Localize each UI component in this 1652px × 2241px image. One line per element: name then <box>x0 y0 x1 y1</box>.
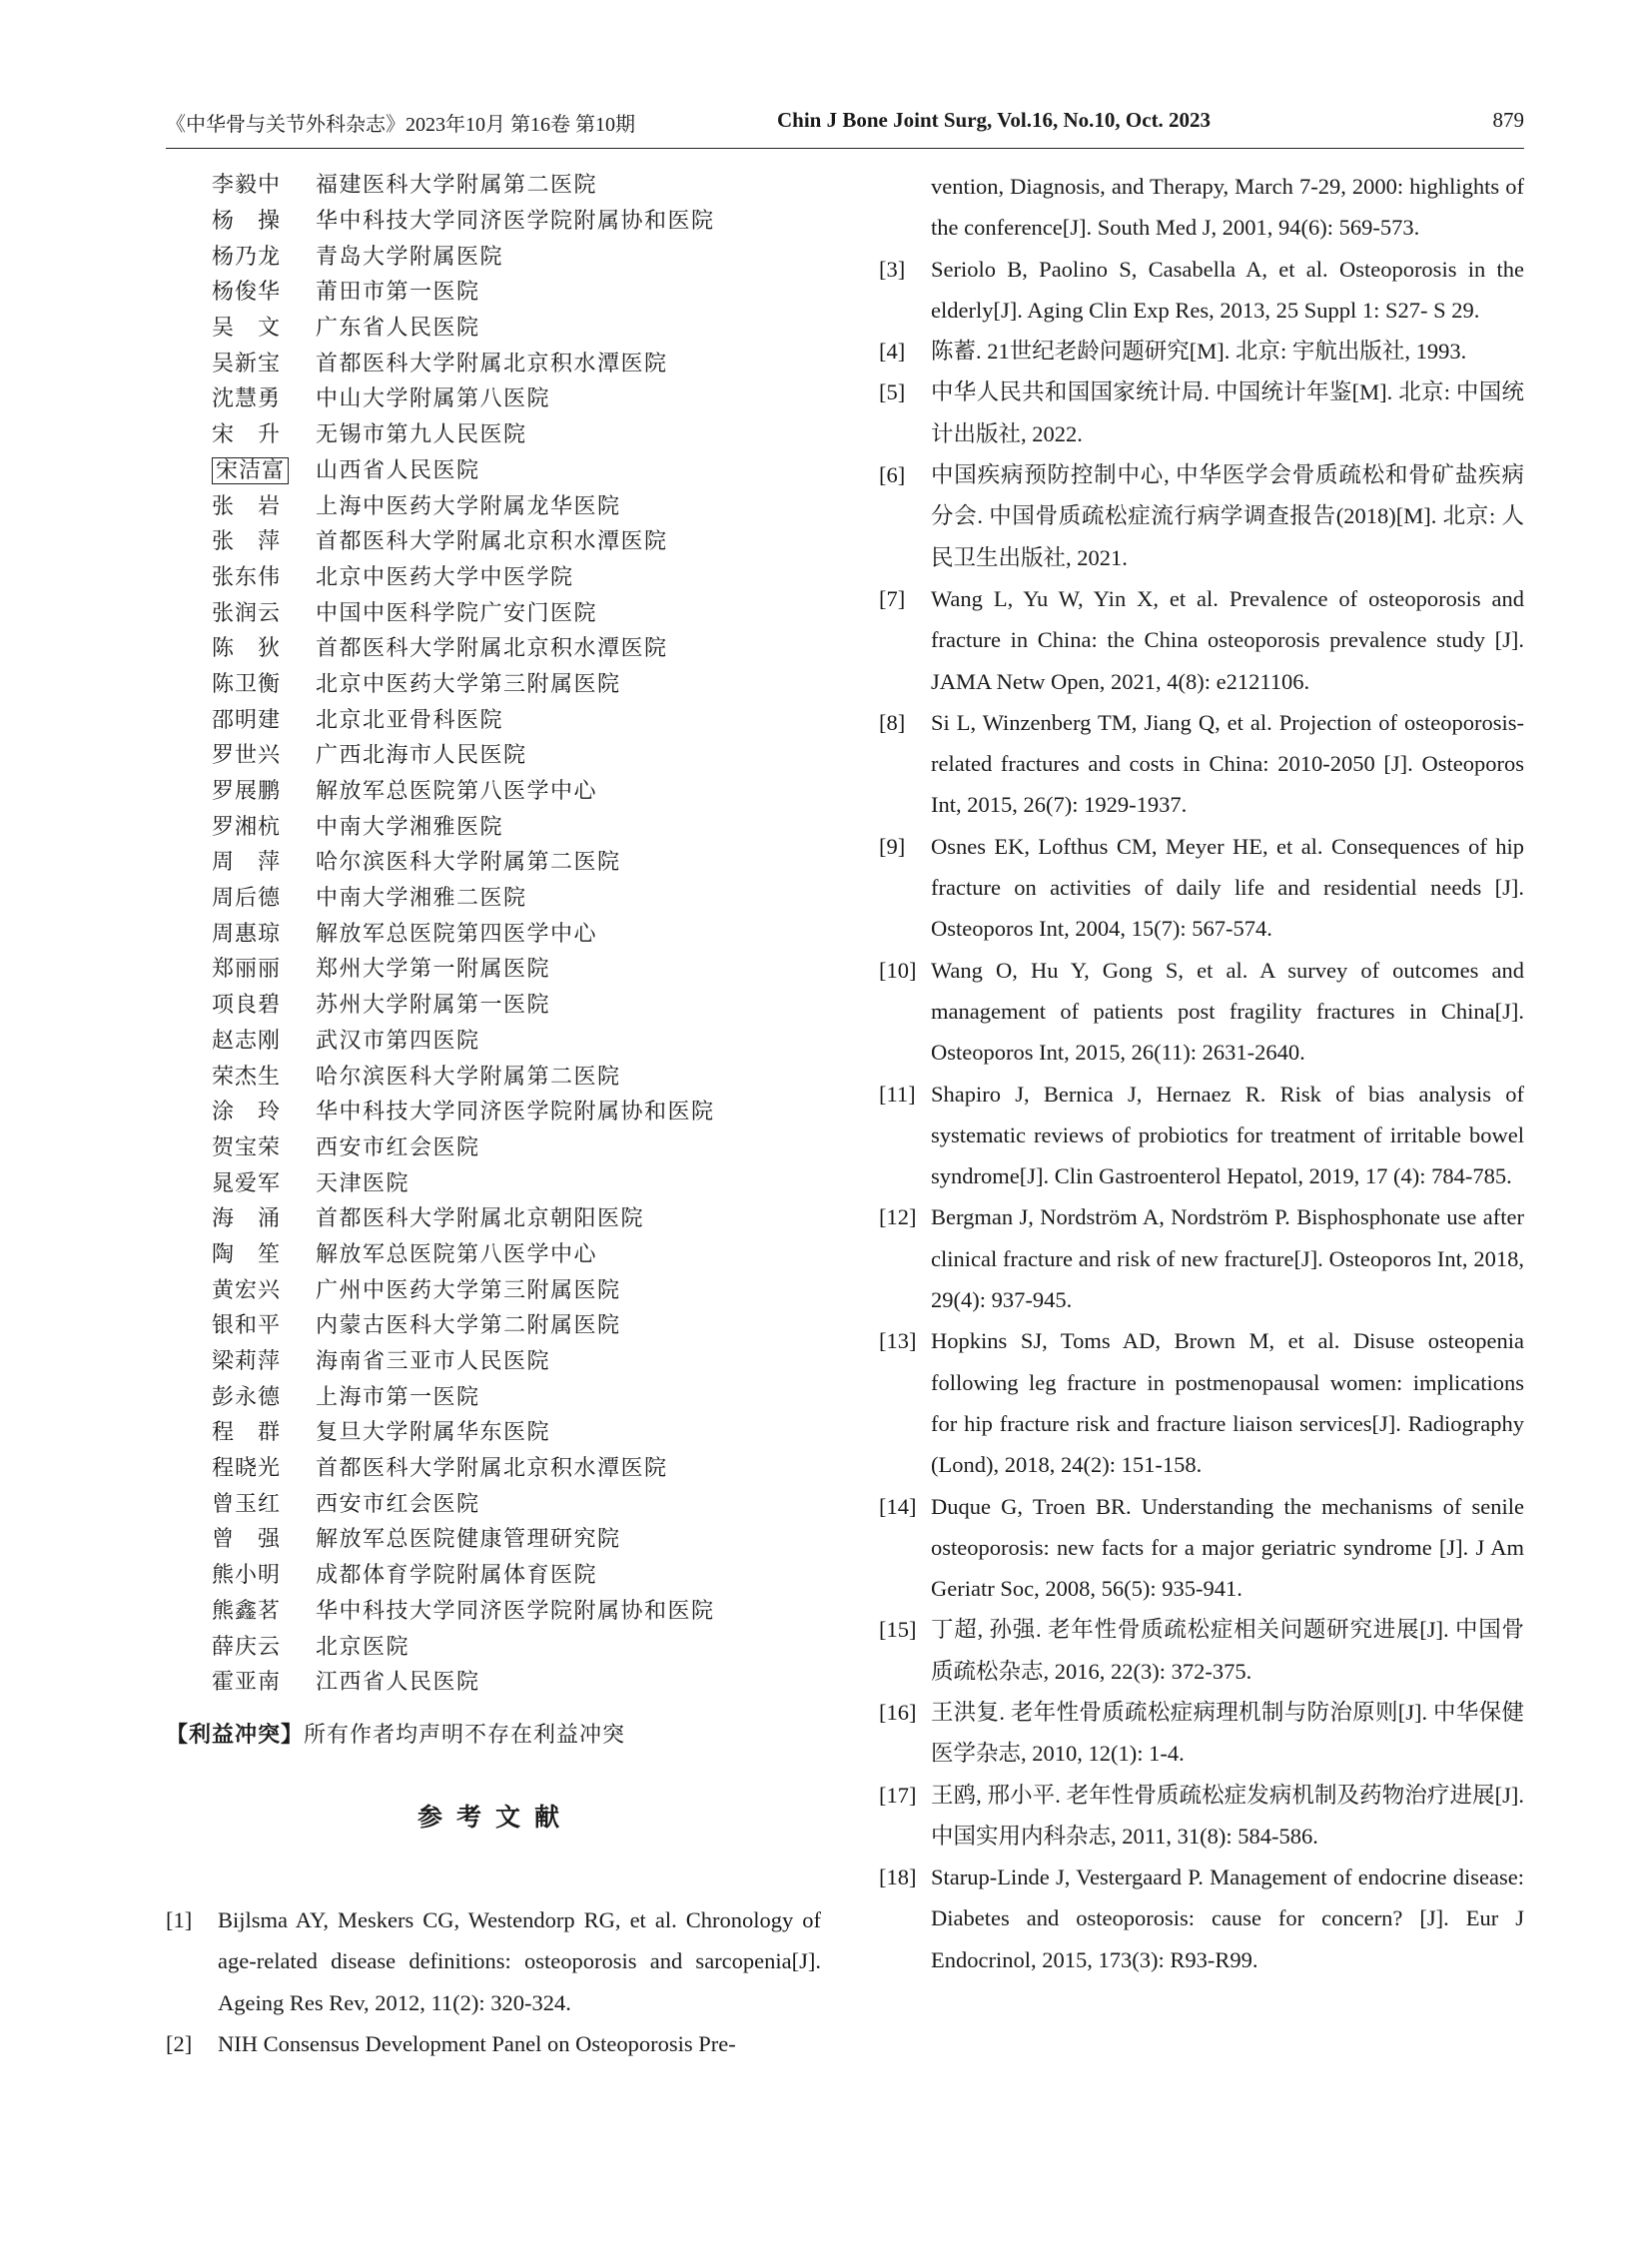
reference-number: [18] <box>879 1865 917 1890</box>
reference-text: Wang L, Yu W, Yin X, et al. Prevalence of osteoporosis and fracture in China: the China osteoporosis prevalence study [J]. JAMA Netw Open, 2021, 4(8): e2121106. <box>931 585 1524 694</box>
author-name <box>212 1594 316 1625</box>
reference-number: [2] <box>166 2030 193 2056</box>
reference-number: [3] <box>879 256 906 282</box>
author-row <box>212 1377 811 1413</box>
author-name <box>212 1451 316 1482</box>
author-institution: 西安市红会医院 <box>316 1491 480 1517</box>
author-name <box>212 952 316 983</box>
author-name <box>212 1201 316 1232</box>
reference-item <box>879 950 1524 1074</box>
references-left-column <box>166 1899 821 2064</box>
author-row <box>212 202 811 238</box>
author-name-text: 涂 玲 <box>212 1100 282 1125</box>
author-name <box>212 845 316 876</box>
author-name-text: 沈慧勇 <box>212 386 282 412</box>
reference-number: [17] <box>879 1782 917 1808</box>
header-rule <box>166 148 1524 149</box>
author-row <box>212 1520 811 1556</box>
author-name-text: 罗世兴 <box>212 743 282 769</box>
author-row <box>212 1413 811 1449</box>
reference-item <box>166 2023 821 2064</box>
author-institution: 哈尔滨医科大学附属第二医院 <box>316 1064 621 1090</box>
reference-number: [7] <box>879 585 906 611</box>
author-name <box>212 1415 316 1446</box>
author-institution: 首都医科大学附属北京朝阳医院 <box>316 1206 645 1232</box>
author-name-text: 杨俊华 <box>212 280 282 306</box>
reference-item <box>879 372 1524 454</box>
author-name-text: 邵明建 <box>212 707 282 733</box>
author-row <box>212 736 811 772</box>
author-institution: 首都医科大学附属北京积水潭医院 <box>316 1456 668 1482</box>
reference-text: Si L, Winzenberg TM, Jiang Q, et al. Projection of osteoporosis-related fractures and costs in China: 2010-2050 [J]. Osteoporos Int, 2015, 26(7): 1929-1937. <box>931 709 1524 818</box>
coi-text: 所有作者均声明不存在利益冲突 <box>304 1723 626 1748</box>
author-name-text: 宋 升 <box>212 422 282 448</box>
reference-number: [4] <box>879 339 906 365</box>
author-row <box>212 772 811 808</box>
reference-number: [13] <box>879 1328 917 1354</box>
author-name-text: 熊小明 <box>212 1563 282 1589</box>
author-institution: 中山大学附属第八医院 <box>316 386 551 412</box>
author-institution: 复旦大学附属华东医院 <box>316 1420 551 1446</box>
reference-text: Starup-Linde J, Vestergaard P. Management of endocrine disease: Diabetes and osteoporosis: cause for concern? [J]. Eur J Endocrinol, 2015, 173(3): R93-R99. <box>931 1865 1524 1972</box>
author-institution: 西安市红会医院 <box>316 1134 480 1160</box>
author-institution: 郑州大学第一附属医院 <box>316 957 551 983</box>
author-name-text: 罗展鹏 <box>212 779 282 805</box>
reference-item <box>166 1899 821 2023</box>
author-row <box>212 1128 811 1164</box>
reference-item <box>879 454 1524 578</box>
author-row <box>212 1093 811 1128</box>
reference-text: Bergman J, Nordström A, Nordström P. Bisphosphonate use after clinical fracture and risk of new fracture[J]. Osteoporos Int, 2018, 29(4): 937-945. <box>931 1204 1524 1313</box>
author-institution: 莆田市第一医院 <box>316 280 480 306</box>
reference-number: [9] <box>879 833 906 859</box>
author-row <box>212 1163 811 1199</box>
author-row <box>212 1592 811 1628</box>
reference-item <box>879 1196 1524 1320</box>
reference-number: [15] <box>879 1617 917 1643</box>
reference-item <box>879 1074 1524 1197</box>
author-name-text: 郑丽丽 <box>212 957 282 983</box>
reference-text: Wang O, Hu Y, Gong S, et al. A survey of outcomes and management of patients post fragility fractures in China[J]. Osteoporos Int, 2015, 26(11): 2631-2640. <box>931 957 1524 1066</box>
author-name-text: 曾玉红 <box>212 1491 282 1517</box>
author-institution: 海南省三亚市人民医院 <box>316 1349 551 1375</box>
reference-text: Bijlsma AY, Meskers CG, Westendorp RG, et al. Chronology of age-related disease definitions: osteoporosis and sarcopenia[J]. Ageing Res Rev, 2012, 11(2): 320-324. <box>218 1907 821 2015</box>
reference-text: 陈蓄. 21世纪老龄问题研究[M]. 北京: 宇航出版社, 1993. <box>931 339 1467 365</box>
author-institution: 天津医院 <box>316 1170 411 1196</box>
author-row <box>212 558 811 594</box>
author-row <box>212 309 811 345</box>
author-name <box>212 631 316 662</box>
reference-text: 中国疾病预防控制中心, 中华医学会骨质疏松和骨矿盐疾病分会. 中国骨质疏松症流行病学调查报告(2018)[M]. 北京: 人民卫生出版社, 2021. <box>931 462 1524 570</box>
author-name <box>212 347 316 377</box>
author-name <box>212 1487 316 1518</box>
author-institution: 江西省人民医院 <box>316 1670 480 1696</box>
author-row <box>212 843 811 879</box>
author-row <box>212 1663 811 1699</box>
author-name <box>212 917 316 948</box>
author-name <box>212 417 316 448</box>
author-name-text: 曾 强 <box>212 1527 282 1553</box>
author-name-text: 吴 文 <box>212 316 282 342</box>
author-institution: 上海中医药大学附属龙华医院 <box>316 493 621 519</box>
author-name <box>212 381 316 412</box>
author-name-text: 张东伟 <box>212 564 282 590</box>
author-row <box>212 1022 811 1058</box>
author-name-text: 杨乃龙 <box>212 244 282 270</box>
author-name-text: 黄宏兴 <box>212 1277 282 1303</box>
author-institution: 广州中医药大学第三附属医院 <box>316 1277 621 1303</box>
author-row <box>212 665 811 701</box>
author-name-text: 薛庆云 <box>212 1634 282 1660</box>
author-institution: 福建医科大学附属第二医院 <box>316 173 598 199</box>
author-row <box>212 879 811 915</box>
reference-item <box>879 1775 1524 1858</box>
author-institution: 中南大学湘雅医院 <box>316 814 504 840</box>
author-name-text: 宋洁富 <box>212 457 289 484</box>
author-name <box>212 1166 316 1197</box>
author-name <box>212 1237 316 1268</box>
author-name-text: 霍亚南 <box>212 1670 282 1696</box>
reference-item <box>879 1609 1524 1692</box>
author-name <box>212 275 316 306</box>
reference-number: [6] <box>879 462 906 488</box>
author-institution: 解放军总医院第八医学中心 <box>316 1241 598 1267</box>
author-name <box>212 1558 316 1589</box>
author-institution: 广东省人民医院 <box>316 316 480 342</box>
author-name <box>212 453 316 484</box>
conflict-of-interest <box>166 1718 625 1749</box>
author-name <box>212 596 316 627</box>
author-name <box>212 1024 316 1055</box>
author-row <box>212 415 811 451</box>
author-name-text: 张润云 <box>212 600 282 626</box>
reference-text: NIH Consensus Development Panel on Osteoporosis Pre- <box>218 2030 736 2056</box>
author-name <box>212 1665 316 1696</box>
author-institution: 中南大学湘雅二医院 <box>316 886 527 912</box>
author-name <box>212 1308 316 1339</box>
author-name <box>212 988 316 1019</box>
author-institution: 苏州大学附属第一医院 <box>316 993 551 1019</box>
author-name <box>212 810 316 841</box>
author-row <box>212 1484 811 1520</box>
reference-item <box>879 331 1524 372</box>
author-name-text: 荣杰生 <box>212 1064 282 1090</box>
author-name <box>212 489 316 520</box>
author-institution: 首都医科大学附属北京积水潭医院 <box>316 351 668 376</box>
author-name <box>212 1273 316 1304</box>
author-name-text: 陶 笙 <box>212 1241 282 1267</box>
author-row <box>212 914 811 950</box>
author-name-text: 张 岩 <box>212 493 282 519</box>
author-name-text: 周 萍 <box>212 850 282 876</box>
author-row <box>212 1057 811 1093</box>
author-name <box>212 774 316 805</box>
author-name-text: 晁爱军 <box>212 1170 282 1196</box>
reference-number: [10] <box>879 957 917 983</box>
author-name-text: 程晓光 <box>212 1456 282 1482</box>
author-name <box>212 1380 316 1411</box>
author-list <box>212 166 811 1699</box>
author-institution: 山西省人民医院 <box>316 457 480 483</box>
author-row <box>212 273 811 309</box>
reference-text: vention, Diagnosis, and Therapy, March 7-29, 2000: highlights of the conference[J]. South Med J, 2001, 94(6): 569-573. <box>931 174 1524 241</box>
journal-title-cn: 《中华骨与关节外科杂志》2023年10月 第16卷 第10期 <box>166 114 635 136</box>
author-name-text: 程 群 <box>212 1420 282 1446</box>
author-name <box>212 524 316 555</box>
reference-item <box>879 1320 1524 1485</box>
author-name-text: 周惠琼 <box>212 921 282 947</box>
reference-item <box>879 1692 1524 1775</box>
author-institution: 哈尔滨医科大学附属第二医院 <box>316 850 621 876</box>
reference-item <box>879 702 1524 826</box>
reference-item <box>879 249 1524 332</box>
reference-item <box>879 1857 1524 1980</box>
author-name-text: 彭永德 <box>212 1384 282 1410</box>
reference-number: [12] <box>879 1204 917 1230</box>
author-institution: 上海市第一医院 <box>316 1384 480 1410</box>
reference-number: [8] <box>879 709 906 735</box>
author-name <box>212 311 316 342</box>
author-name-text: 周后德 <box>212 886 282 912</box>
author-row <box>212 344 811 379</box>
running-header <box>166 108 1524 144</box>
author-institution: 广西北海市人民医院 <box>316 743 527 769</box>
author-name <box>212 560 316 591</box>
author-name-text: 银和平 <box>212 1313 282 1339</box>
reference-text: Osnes EK, Lofthus CM, Meyer HE, et al. Consequences of hip fracture on activities of daily life and residential needs [J]. Osteoporos Int, 2004, 15(7): 567-574. <box>931 833 1524 942</box>
author-name-text: 陈卫衡 <box>212 671 282 697</box>
author-row <box>212 950 811 986</box>
author-row <box>212 1235 811 1271</box>
author-institution: 武汉市第四医院 <box>316 1028 480 1054</box>
reference-item <box>879 1486 1524 1610</box>
author-name-text: 李毅中 <box>212 173 282 199</box>
reference-text: Hopkins SJ, Toms AD, Brown M, et al. Disuse osteopenia following leg fracture in postmenopausal women: implications for hip fracture risk and fracture liaison services[J]. Radiography (Lond), 2018, 24(2): 151-158. <box>931 1328 1524 1478</box>
author-row <box>212 237 811 273</box>
reference-item <box>879 578 1524 702</box>
reference-text: Duque G, Troen BR. Understanding the mechanisms of senile osteoporosis: new facts for a major geriatric syndrome [J]. J Am Geriatr Soc, 2008, 56(5): 935-941. <box>931 1493 1524 1602</box>
author-name-text: 陈 狄 <box>212 636 282 662</box>
author-institution: 华中科技大学同济医学院附属协和医院 <box>316 1100 715 1125</box>
reference-number: [14] <box>879 1493 917 1519</box>
reference-text: Seriolo B, Paolino S, Casabella A, et al. Osteoporosis in the elderly[J]. Aging Clin Exp Res, 2013, 25 Suppl 1: S27- S 29. <box>931 256 1524 323</box>
author-name <box>212 1060 316 1091</box>
author-name-text: 张 萍 <box>212 529 282 555</box>
author-name-text: 梁莉萍 <box>212 1349 282 1375</box>
reference-number: [5] <box>879 379 906 405</box>
author-name <box>212 667 316 698</box>
author-institution: 解放军总医院健康管理研究院 <box>316 1527 621 1553</box>
author-name <box>212 1095 316 1125</box>
author-name <box>212 204 316 235</box>
reference-number: [1] <box>166 1907 193 1932</box>
author-name <box>212 881 316 912</box>
reference-text: 王洪复. 老年性骨质疏松症病理机制与防治原则[J]. 中华保健医学杂志, 2010, 12(1): 1-4. <box>931 1699 1524 1767</box>
author-institution: 首都医科大学附属北京积水潭医院 <box>316 529 668 555</box>
references-heading: 参考文献 <box>416 1803 573 1832</box>
author-institution: 华中科技大学同济医学院附属协和医院 <box>316 1598 715 1624</box>
author-row <box>212 1270 811 1306</box>
author-row <box>212 1199 811 1235</box>
author-name-text: 罗湘杭 <box>212 814 282 840</box>
reference-text: 中华人民共和国国家统计局. 中国统计年鉴[M]. 北京: 中国统计出版社, 2022. <box>931 379 1524 446</box>
author-institution: 无锡市第九人民医院 <box>316 422 527 448</box>
author-row <box>212 700 811 736</box>
reference-text: Shapiro J, Bernica J, Hernaez R. Risk of bias analysis of systematic reviews of probiotics for treatment of irritable bowel syndrome[J]. Clin Gastroenterol Hepatol, 2019, 17 (4): 784-785. <box>931 1081 1524 1189</box>
references-right-column <box>879 166 1524 1980</box>
author-name <box>212 1522 316 1553</box>
author-row <box>212 379 811 415</box>
author-institution: 首都医科大学附属北京积水潭医院 <box>316 636 668 662</box>
author-row <box>212 986 811 1022</box>
author-name <box>212 738 316 769</box>
author-name-text: 熊鑫茗 <box>212 1598 282 1624</box>
author-institution: 解放军总医院第四医学中心 <box>316 921 598 947</box>
author-institution: 成都体育学院附属体育医院 <box>316 1563 598 1589</box>
author-row <box>212 166 811 202</box>
journal-title-en: Chin J Bone Joint Surg, Vol.16, No.10, Oct. 2023 <box>777 108 1212 132</box>
author-row <box>212 1556 811 1592</box>
author-name <box>212 240 316 271</box>
author-name-text: 海 涌 <box>212 1206 282 1232</box>
author-institution: 内蒙古医科大学第二附属医院 <box>316 1313 621 1339</box>
author-row <box>212 486 811 522</box>
author-institution: 解放军总医院第八医学中心 <box>316 779 598 805</box>
author-institution: 北京医院 <box>316 1634 411 1660</box>
author-institution: 青岛大学附属医院 <box>316 244 504 270</box>
author-row <box>212 1342 811 1378</box>
reference-item <box>879 166 1524 249</box>
author-institution: 北京中医药大学中医学院 <box>316 564 574 590</box>
author-row <box>212 451 811 487</box>
coi-label: 【利益冲突】 <box>166 1722 305 1748</box>
author-name <box>212 1344 316 1375</box>
reference-text: 丁超, 孙强. 老年性骨质疏松症相关问题研究进展[J]. 中国骨质疏松杂志, 2016, 22(3): 372-375. <box>931 1617 1524 1684</box>
author-name-text: 杨 操 <box>212 209 282 235</box>
reference-number: [16] <box>879 1699 917 1725</box>
author-name-text: 吴新宝 <box>212 351 282 376</box>
author-row <box>212 1306 811 1342</box>
author-row <box>212 807 811 843</box>
author-name-text: 项良碧 <box>212 993 282 1019</box>
author-row <box>212 1627 811 1663</box>
author-name <box>212 703 316 734</box>
author-name <box>212 1130 316 1161</box>
author-name-text: 贺宝荣 <box>212 1134 282 1160</box>
author-institution: 北京北亚骨科医院 <box>316 707 504 733</box>
reference-text: 王鸥, 邢小平. 老年性骨质疏松症发病机制及药物治疗进展[J]. 中国实用内科杂志, 2011, 31(8): 584-586. <box>931 1782 1524 1849</box>
author-row <box>212 522 811 558</box>
author-row <box>212 593 811 629</box>
author-name <box>212 168 316 199</box>
author-row <box>212 1449 811 1485</box>
author-institution: 华中科技大学同济医学院附属协和医院 <box>316 209 715 235</box>
page-number: 879 <box>1492 108 1524 132</box>
author-institution: 中国中医科学院广安门医院 <box>316 600 598 626</box>
reference-item <box>879 826 1524 950</box>
author-institution: 北京中医药大学第三附属医院 <box>316 671 621 697</box>
author-name-text: 赵志刚 <box>212 1028 282 1054</box>
reference-number: [11] <box>879 1081 916 1107</box>
author-row <box>212 629 811 665</box>
author-name <box>212 1630 316 1661</box>
